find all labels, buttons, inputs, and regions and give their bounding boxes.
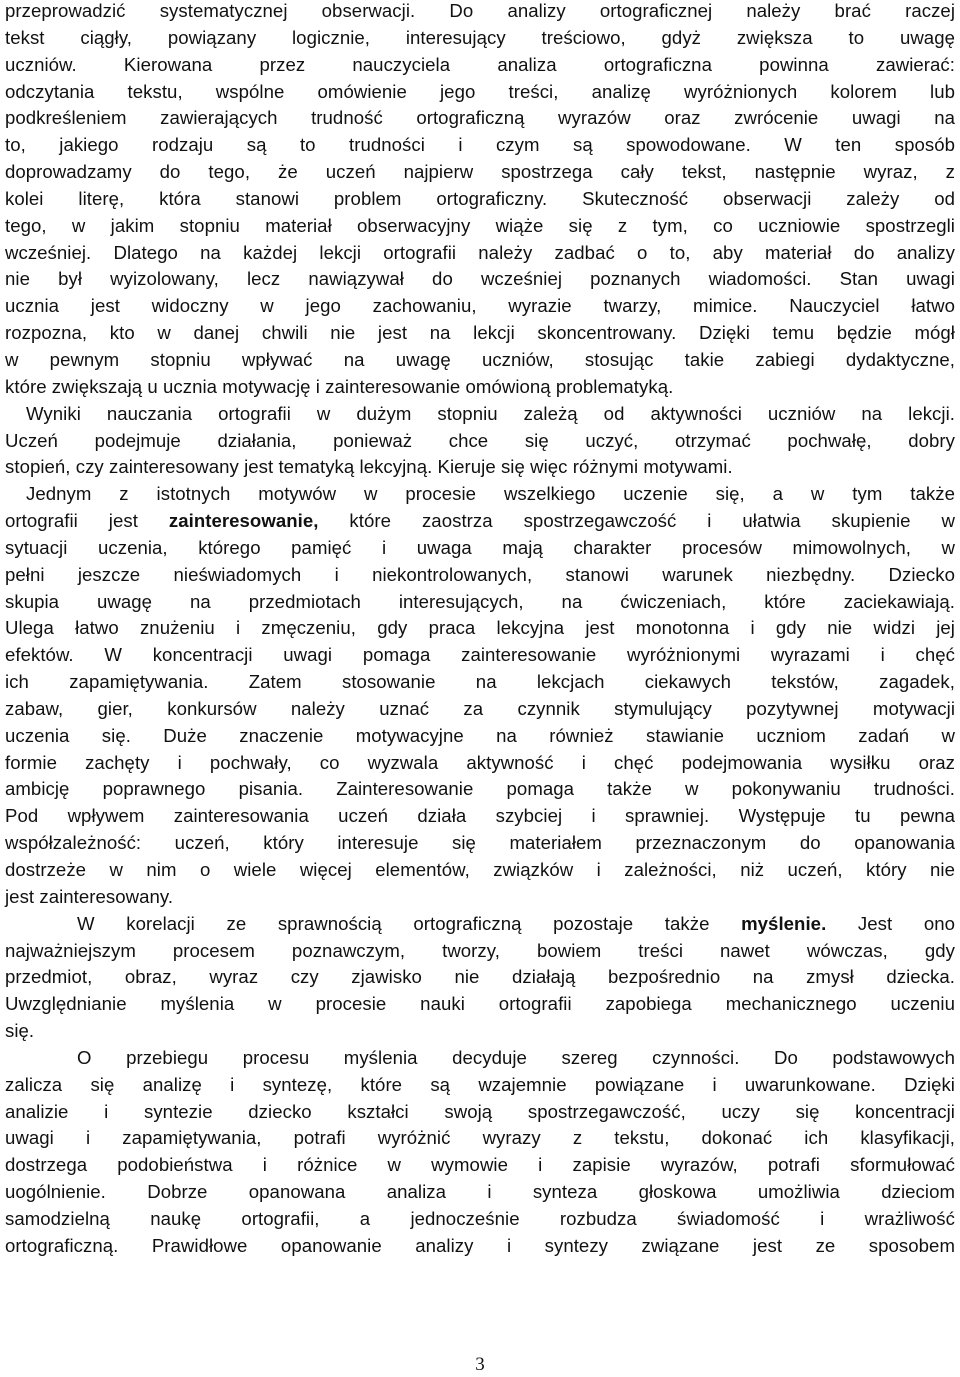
text-line: uogólnienie. Dobrze opanowana analiza i synteza głoskowa umożliwia dzieciom	[5, 1181, 955, 1203]
text-line: efektów. W koncentracji uwagi pomaga zainteresowanie wyróżnionymi wyrazami i chęć	[5, 644, 955, 666]
bold-term: myślenie.	[741, 912, 827, 934]
text-line: tekst ciągły, powiązany logicznie, interesujący treściowo, gdyż zwiększa to uwagę	[5, 26, 955, 48]
text-line: samodzielną naukę ortografii, a jednocześnie rozbudza świadomość i wrażliwość	[5, 1207, 955, 1229]
body-text	[5, 0, 955, 1260]
text-line: Jednym z istotnych motywów w procesie wszelkiego uczenie się, a w tym także	[26, 483, 955, 505]
text-line: skupia uwagę na przedmiotach interesujących, na ćwiczeniach, które zaciekawiają.	[5, 590, 955, 612]
text-line: odczytania tekstu, wspólne omówienie jego treści, analizę wyróżnionych kolorem lub	[5, 80, 955, 102]
text-line: ucznia jest widoczny w jego zachowaniu, wyrazie twarzy, mimice. Nauczyciel łatwo	[5, 295, 955, 317]
text-line: W korelacji ze sprawnością ortograficzną pozostaje także myślenie. Jest ono	[77, 912, 955, 934]
text-line: wcześniej. Dlatego na każdej lekcji ortografii należy zadbać o to, aby materiał do analizy	[5, 241, 955, 263]
text-line: uwagi i zapamiętywania, potrafi wyróżnić wyrazy z tekstu, dokonać ich klasyfikacji,	[5, 1127, 955, 1149]
text-line: Uczeń podejmuje działania, ponieważ chce się uczyć, otrzymać pochwałę, dobry	[5, 429, 955, 451]
text-line: przedmiot, obraz, wyraz czy zjawisko nie działają bezpośrednio na zmysł dziecka.	[5, 966, 955, 988]
text-line: nie był wyizolowany, lecz nawiązywał do wcześniej poznanych wiadomości. Stan uwagi	[5, 268, 955, 290]
text-line: analizie i syntezie dziecko kształci swoją spostrzegawczość, uczy się koncentracji	[5, 1100, 955, 1122]
text-line: które zwiększają u ucznia motywację i zainteresowanie omówioną problematyką.	[5, 375, 674, 397]
text-line: Wyniki nauczania ortografii w dużym stopniu zależą od aktywności uczniów na lekcji.	[26, 402, 955, 424]
text-line: ich zapamiętywania. Zatem stosowanie na lekcjach ciekawych tekstów, zagadek,	[5, 671, 955, 693]
text-line: w pewnym stopniu wpływać na uwagę uczniów, stosując takie zabiegi dydaktyczne,	[5, 348, 955, 370]
text-line: O przebiegu procesu myślenia decyduje szereg czynności. Do podstawowych	[77, 1046, 955, 1068]
text-line: Pod wpływem zainteresowania uczeń działa szybciej i sprawniej. Występuje tu pewna	[5, 805, 955, 827]
page-number: 3	[475, 1354, 485, 1375]
text-line: formie zachęty i pochwały, co wyzwala aktywność i chęć podejmowania wysiłku oraz	[5, 751, 955, 773]
text-line: ambicję poprawnego pisania. Zainteresowanie pomaga także w pokonywaniu trudności.	[5, 778, 955, 800]
text-line: stopień, czy zainteresowany jest tematyką lekcyjną. Kieruje się więc różnymi motywami.	[5, 456, 733, 478]
text-line: najważniejszym procesem poznawczym, tworzy, bowiem treści nawet wówczas, gdy	[5, 939, 955, 961]
text-line: uczenia się. Duże znaczenie motywacyjne na również stawianie uczniom zadań w	[5, 724, 955, 746]
text-line: podkreśleniem zawierających trudność ortograficzną wyrazów oraz zwrócenie uwagi na	[5, 107, 955, 129]
text-line: to, jakiego rodzaju są to trudności i czym są spowodowane. W ten sposób	[5, 134, 955, 156]
text-line: zabaw, gier, konkursów należy uznać za czynnik stymulujący pozytywnej motywacji	[5, 697, 955, 719]
text-line: się.	[5, 1020, 35, 1042]
bold-term: zainteresowanie,	[168, 510, 319, 532]
text-line: rozpozna, kto w danej chwili nie jest na lekcji skoncentrowany. Dzięki temu będzie mógł	[5, 322, 955, 344]
text-line: ortograficzną. Prawidłowe opanowanie analizy i syntezy związane jest ze sposobem	[5, 1234, 955, 1256]
text-line: pełni jeszcze nieświadomych i niekontrolowanych, stanowi warunek niezbędny. Dziecko	[5, 563, 955, 585]
text-line: dostrzega podobieństwa i różnice w wymowie i zapisie wyrazów, potrafi sformułować	[5, 1154, 955, 1176]
text-line: sytuacji uczenia, którego pamięć i uwaga mają charakter procesów mimowolnych, w	[5, 536, 955, 558]
text-line: uczniów. Kierowana przez nauczyciela analiza ortograficzna powinna zawierać:	[5, 53, 955, 75]
text-line: kolei literę, która stanowi problem ortograficzny. Skuteczność obserwacji zależy od	[5, 187, 955, 209]
text-line: współzależność: uczeń, który interesuje się materiałem przeznaczonym do opanowania	[5, 832, 955, 854]
text-line: Uwzględnianie myślenia w procesie nauki ortografii zapobiega mechanicznego uczeniu	[5, 993, 955, 1015]
text-line: przeprowadzić systematycznej obserwacji. Do analizy ortograficznej należy brać raczej	[5, 0, 955, 21]
text-line: zalicza się analizę i syntezę, które są wzajemnie powiązane i uwarunkowane. Dzięki	[5, 1073, 955, 1095]
text-line: ortografii jest zainteresowanie, które zaostrza spostrzegawczość i ułatwia skupienie w	[5, 510, 955, 532]
text-line: doprowadzamy do tego, że uczeń najpierw spostrzega cały tekst, następnie wyraz, z	[5, 161, 955, 183]
text-line: tego, w jakim stopniu materiał obserwacyjny wiąże się z tym, co uczniowie spostrzegli	[5, 214, 955, 236]
text-line: Ulega łatwo znużeniu i zmęczeniu, gdy praca lekcyjna jest monotonna i gdy nie widzi jej	[5, 617, 955, 639]
text-line: dostrzeże w nim o wiele więcej elementów, związków i zależności, niż uczeń, który nie	[5, 859, 955, 880]
text-line: jest zainteresowany.	[5, 885, 174, 907]
